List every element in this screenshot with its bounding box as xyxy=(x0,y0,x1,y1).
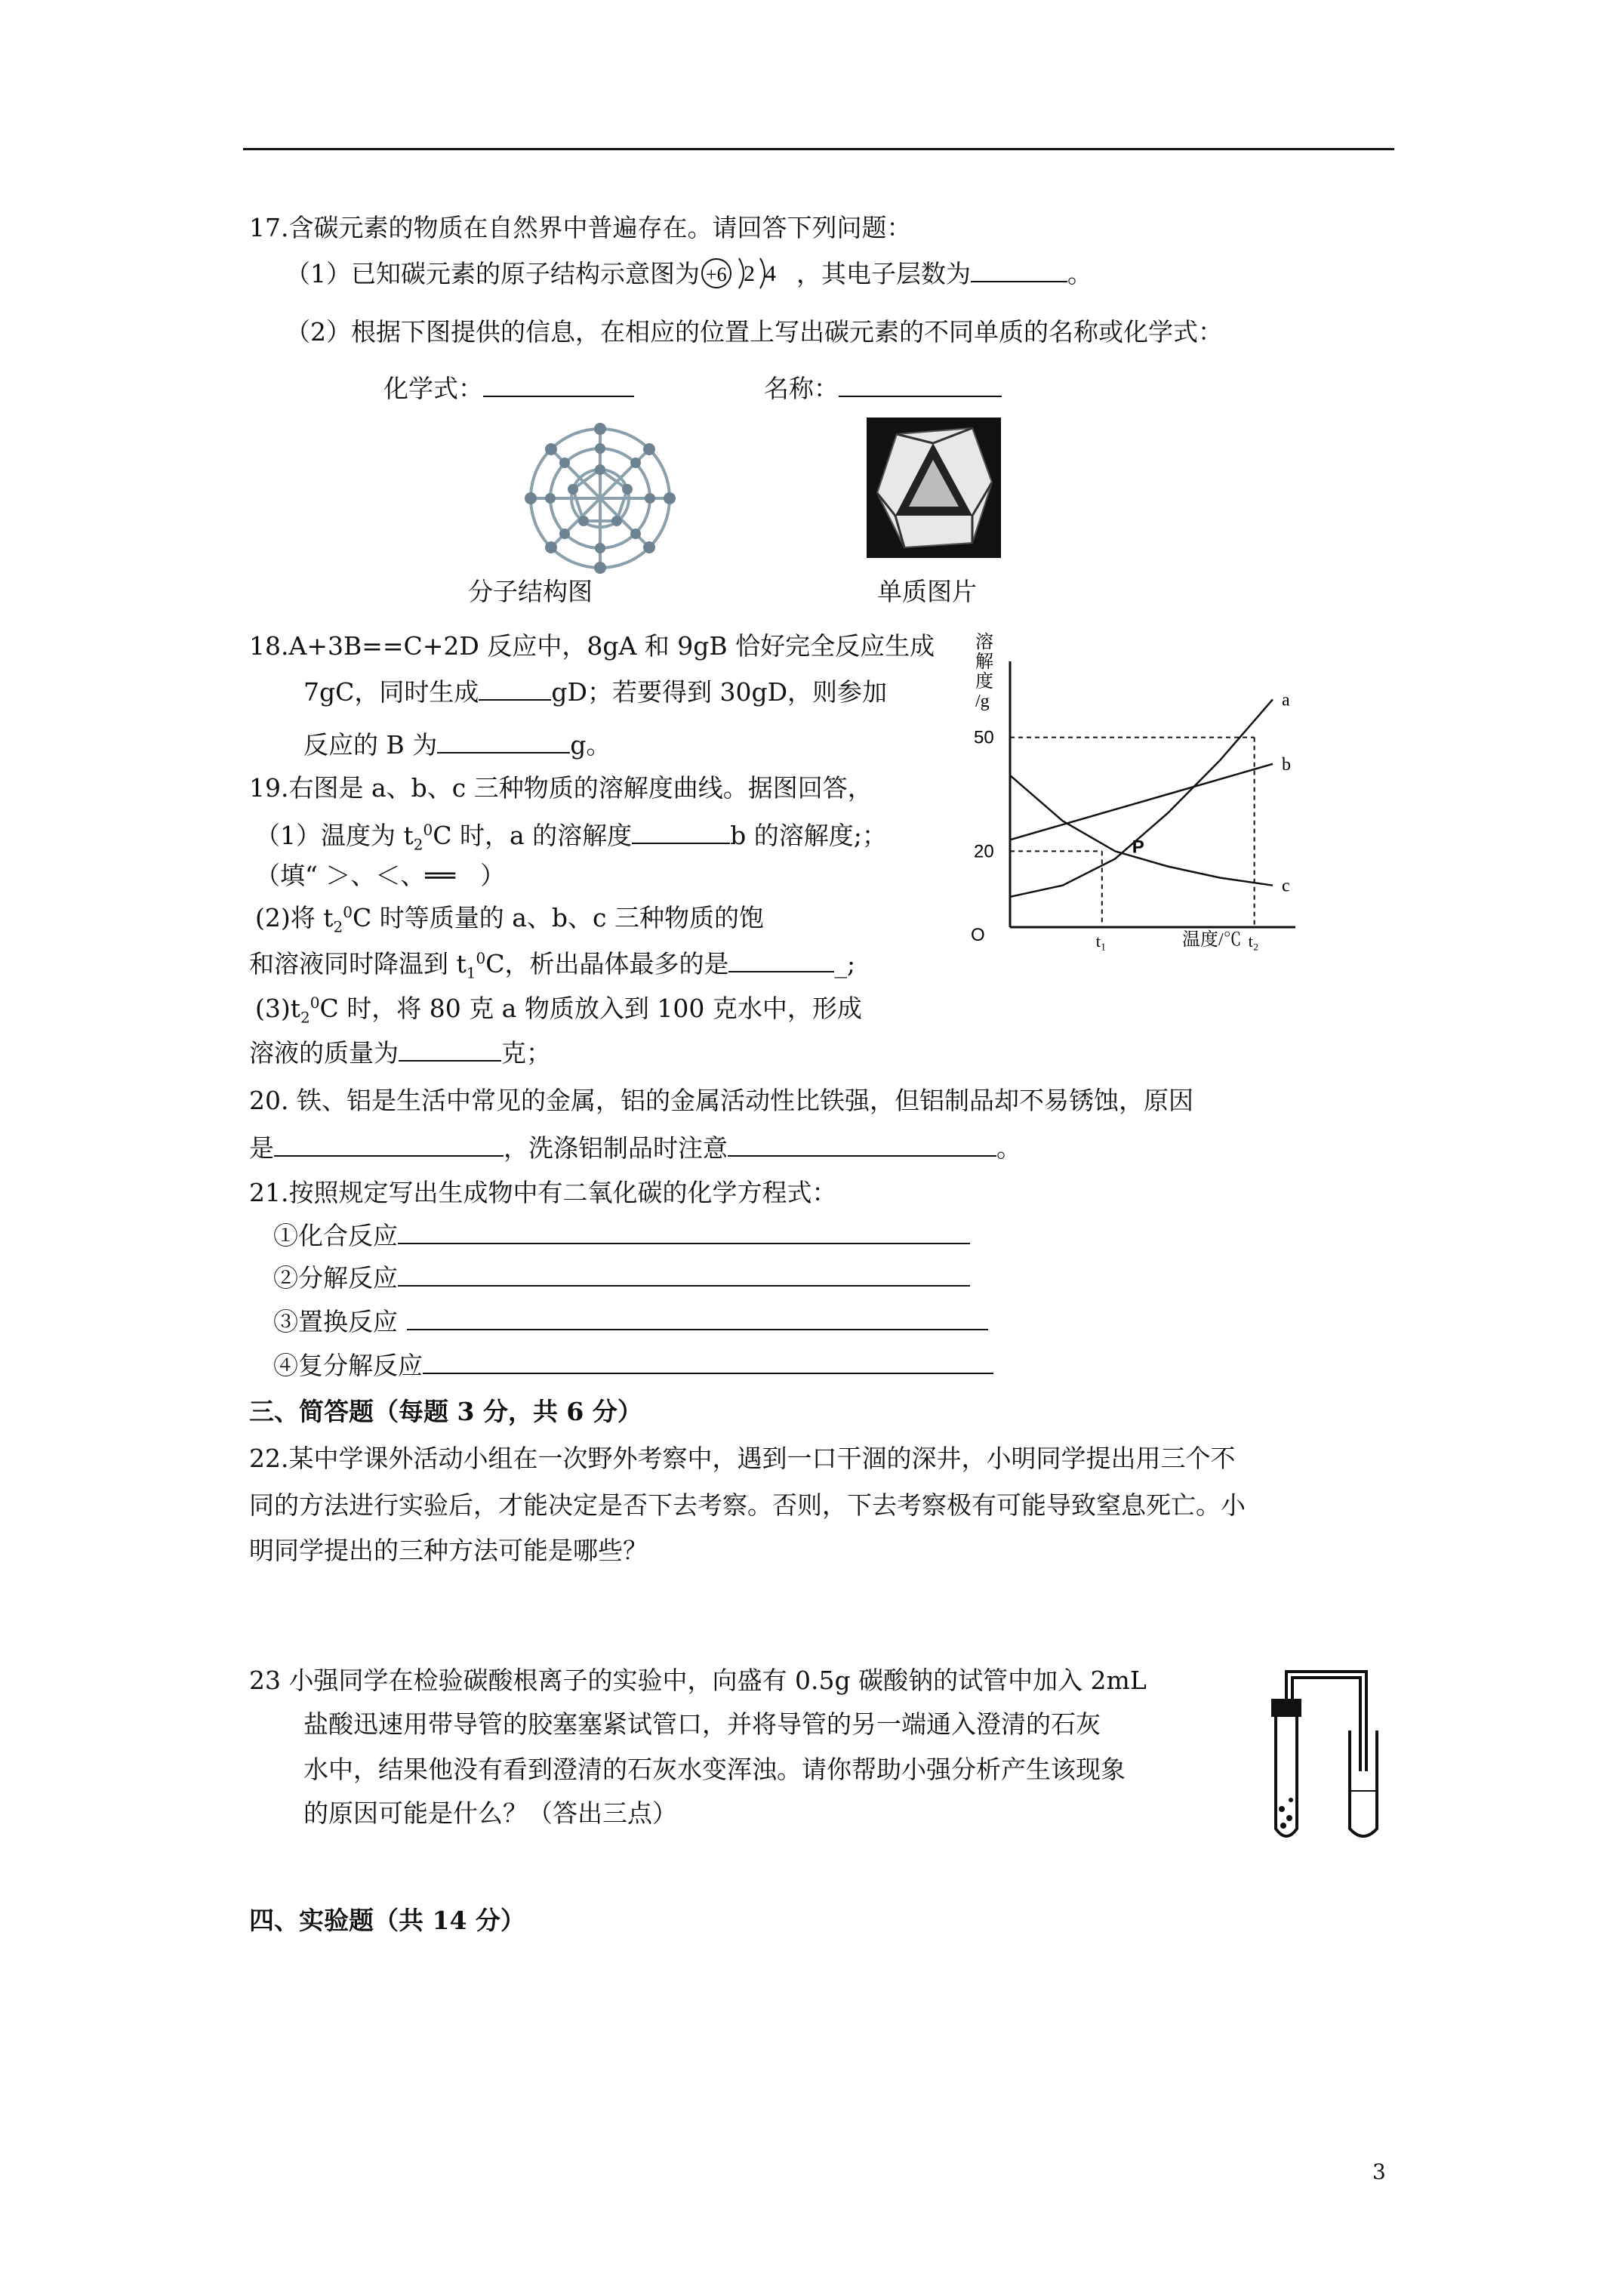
q19-part3-line2 xyxy=(249,1037,551,1068)
q18-blank-B[interactable] xyxy=(437,729,570,754)
q20-line2 xyxy=(249,1133,1021,1163)
series-a-line xyxy=(1010,699,1273,897)
q17-answer-blank-1[interactable] xyxy=(971,258,1067,282)
atom-nucleus: +6 xyxy=(706,264,727,285)
q18-text-a: 7gC，同时生成 xyxy=(303,677,479,707)
page-number: 3 xyxy=(1372,2159,1386,2184)
atom-structure-icon xyxy=(700,252,796,294)
x-tick-t2: t₂ xyxy=(1248,932,1259,951)
q21-item-1 xyxy=(273,1220,970,1251)
q19-p1-c: b 的溶解度;； xyxy=(730,821,887,850)
q20-blank-reason[interactable] xyxy=(274,1133,504,1157)
q19-p1-b: C 时，a 的溶解度 xyxy=(433,821,633,850)
q23-line1: 23 小强同学在检验碳酸根离子的实验中，向盛有 0.5g 碳酸钠的试管中加入 2mL xyxy=(249,1666,1147,1695)
formula-answer-blank[interactable] xyxy=(483,373,634,397)
q19-p2-sub: 2 xyxy=(333,917,343,936)
solubility-chart xyxy=(963,631,1318,963)
name-label: 名称： xyxy=(764,374,839,403)
q20-a: 是 xyxy=(249,1133,274,1163)
q17-name xyxy=(764,373,1002,404)
atom-shell-1: 2 xyxy=(744,261,755,286)
q19-p1-a: （1）温度为 t xyxy=(255,821,414,850)
q19-stem: 19.右图是 a、b、c 三种物质的溶解度曲线。据图回答， xyxy=(249,773,873,803)
q21-item-1-label: ①化合反应 xyxy=(273,1221,398,1250)
q18-line3 xyxy=(303,729,611,760)
q18-line2 xyxy=(303,676,887,707)
q20-c: 。 xyxy=(996,1133,1021,1163)
q19-p3-b: C 时，将 80 克 a 物质放入到 100 克水中，形成 xyxy=(319,994,862,1023)
y-tick-label-20: 20 xyxy=(974,841,994,862)
q22-line3: 明同学提出的三种方法可能是哪些？ xyxy=(249,1536,648,1565)
q18-line1: 18.A+3B==C+2D 反应中，8gA 和 9gB 恰好完全反应生成 xyxy=(249,631,935,661)
atom-shell-2: 4 xyxy=(765,261,776,286)
q17-formula xyxy=(383,373,634,404)
q21-item-3-label: ③置换反应 xyxy=(273,1307,398,1336)
q19-p3-l2-a: 溶液的质量为 xyxy=(249,1038,399,1068)
q19-p2-a: (2)将 t xyxy=(255,903,334,932)
q17-stem: 17.含碳元素的物质在自然界中普遍存在。请回答下列问题： xyxy=(249,213,912,242)
q17-part1-text-b: ，其电子层数为 xyxy=(796,259,971,288)
name-answer-blank[interactable] xyxy=(839,373,1002,397)
y-tick-label-50: 50 xyxy=(974,727,994,748)
q19-fill-hint: （填“ ＞、＜、══ ） xyxy=(255,861,506,890)
q22-line2: 同的方法进行实验后，才能决定是否下去考察。否则，下去考察极有可能导致窒息死亡。小 xyxy=(249,1490,1246,1520)
chart-ylabel-3: 度 xyxy=(975,672,993,692)
q17-part1-text: （1）已知碳元素的原子结构示意图为 xyxy=(285,259,700,288)
series-c-line xyxy=(1010,775,1273,886)
q19-blank-most-crystal[interactable] xyxy=(728,948,834,972)
caption-element-photo: 单质图片 xyxy=(877,577,977,606)
q18-text-c: 反应的 B 为 xyxy=(303,730,438,760)
header-rule xyxy=(243,148,1394,150)
q21-item-2-label: ②分解反应 xyxy=(273,1263,398,1293)
q21-blank-4[interactable] xyxy=(423,1350,993,1374)
q19-p2-b: C 时等质量的 a、b、c 三种物质的饱 xyxy=(352,903,764,932)
q21-item-4-label: ④复分解反应 xyxy=(273,1351,423,1380)
q21-item-4 xyxy=(273,1350,993,1381)
q17-part1-end: 。 xyxy=(1067,259,1092,288)
q19-p2-sup: 0 xyxy=(343,903,353,921)
q19-part2 xyxy=(255,903,764,936)
carbon-atom-diagram xyxy=(700,258,796,288)
chart-ylabel-1: 溶 xyxy=(975,633,993,652)
c60-molecule-image xyxy=(521,423,679,574)
series-c-label: c xyxy=(1282,876,1290,896)
chart-ylabel-2: 解 xyxy=(975,652,993,672)
chart-xlabel: 温度/℃ xyxy=(1182,930,1242,950)
q20-b: ，洗涤铝制品时注意 xyxy=(504,1133,728,1163)
q18-blank-gD[interactable] xyxy=(479,676,551,701)
q19-p1-sup: 0 xyxy=(423,821,433,839)
test-tube-apparatus-image xyxy=(1253,1658,1404,1847)
q23-line3: 水中，结果他没有看到澄清的石灰水变浑浊。请你帮助小强分析产生该现象 xyxy=(303,1755,1126,1784)
series-a-label: a xyxy=(1282,690,1290,710)
q20-blank-note[interactable] xyxy=(728,1133,996,1157)
q19-p3-sup: 0 xyxy=(310,994,320,1012)
q19-p1-sub: 2 xyxy=(413,835,423,854)
series-b-line xyxy=(1010,764,1273,840)
q19-part3 xyxy=(255,994,862,1027)
diamond-photo-image xyxy=(867,418,1001,558)
q22-line1: 22.某中学课外活动小组在一次野外考察中，遇到一口干涸的深井，小明同学提出用三个不 xyxy=(249,1444,1236,1473)
section-4-heading: 四、实验题（共 14 分） xyxy=(249,1906,525,1935)
q19-p3-a: (3)t xyxy=(255,994,301,1023)
point-label-P: P xyxy=(1132,837,1144,858)
q23-line2: 盐酸迅速用带导管的胶塞塞紧试管口，并将导管的另一端通入澄清的石灰 xyxy=(303,1709,1101,1739)
q19-p2-l2-sub: 1 xyxy=(466,963,476,982)
q19-blank-compare[interactable] xyxy=(632,820,730,844)
section-3-heading: 三、简答题（每题 3 分，共 6 分） xyxy=(249,1397,642,1426)
q18-text-d: g。 xyxy=(570,730,611,760)
q17-part1 xyxy=(285,258,1092,289)
q23-line4: 的原因可能是什么？（答出三点） xyxy=(303,1798,677,1828)
q19-part1 xyxy=(255,820,887,854)
q21-item-2 xyxy=(273,1262,970,1293)
series-b-label: b xyxy=(1282,754,1291,775)
q18-text-b: gD；若要得到 30gD，则参加 xyxy=(551,677,888,707)
x-tick-t1: t₁ xyxy=(1095,932,1107,951)
q19-p2-l2-sup: 0 xyxy=(476,949,486,967)
chart-ylabel-4: /g xyxy=(975,692,990,711)
q21-blank-2[interactable] xyxy=(398,1262,970,1287)
q19-p3-sub: 2 xyxy=(300,1008,310,1027)
q19-p2-l2-b: C，析出晶体最多的是 xyxy=(485,949,729,978)
q19-p2-l2-c: _; xyxy=(834,949,856,978)
q21-blank-3[interactable] xyxy=(407,1306,988,1330)
q19-p3-l2-b: 克； xyxy=(501,1038,551,1068)
q21-stem: 21.按照规定写出生成物中有二氧化碳的化学方程式： xyxy=(249,1178,837,1207)
q19-blank-mass[interactable] xyxy=(399,1037,501,1062)
q17-part2: （2）根据下图提供的信息，在相应的位置上写出碳元素的不同单质的名称或化学式： xyxy=(285,317,1223,347)
formula-label: 化学式： xyxy=(383,374,483,403)
q20-line1: 20. 铁、铝是生活中常见的金属，铝的金属活动性比铁强，但铝制品却不易锈蚀，原因 xyxy=(249,1086,1193,1115)
q19-p2-l2-a: 和溶液同时降温到 t xyxy=(249,949,467,978)
q21-blank-1[interactable] xyxy=(398,1220,970,1244)
q19-part2-line2 xyxy=(249,948,856,982)
caption-molecule: 分子结构图 xyxy=(468,577,593,606)
chart-origin: O xyxy=(971,925,985,945)
q21-item-3 xyxy=(273,1306,988,1337)
